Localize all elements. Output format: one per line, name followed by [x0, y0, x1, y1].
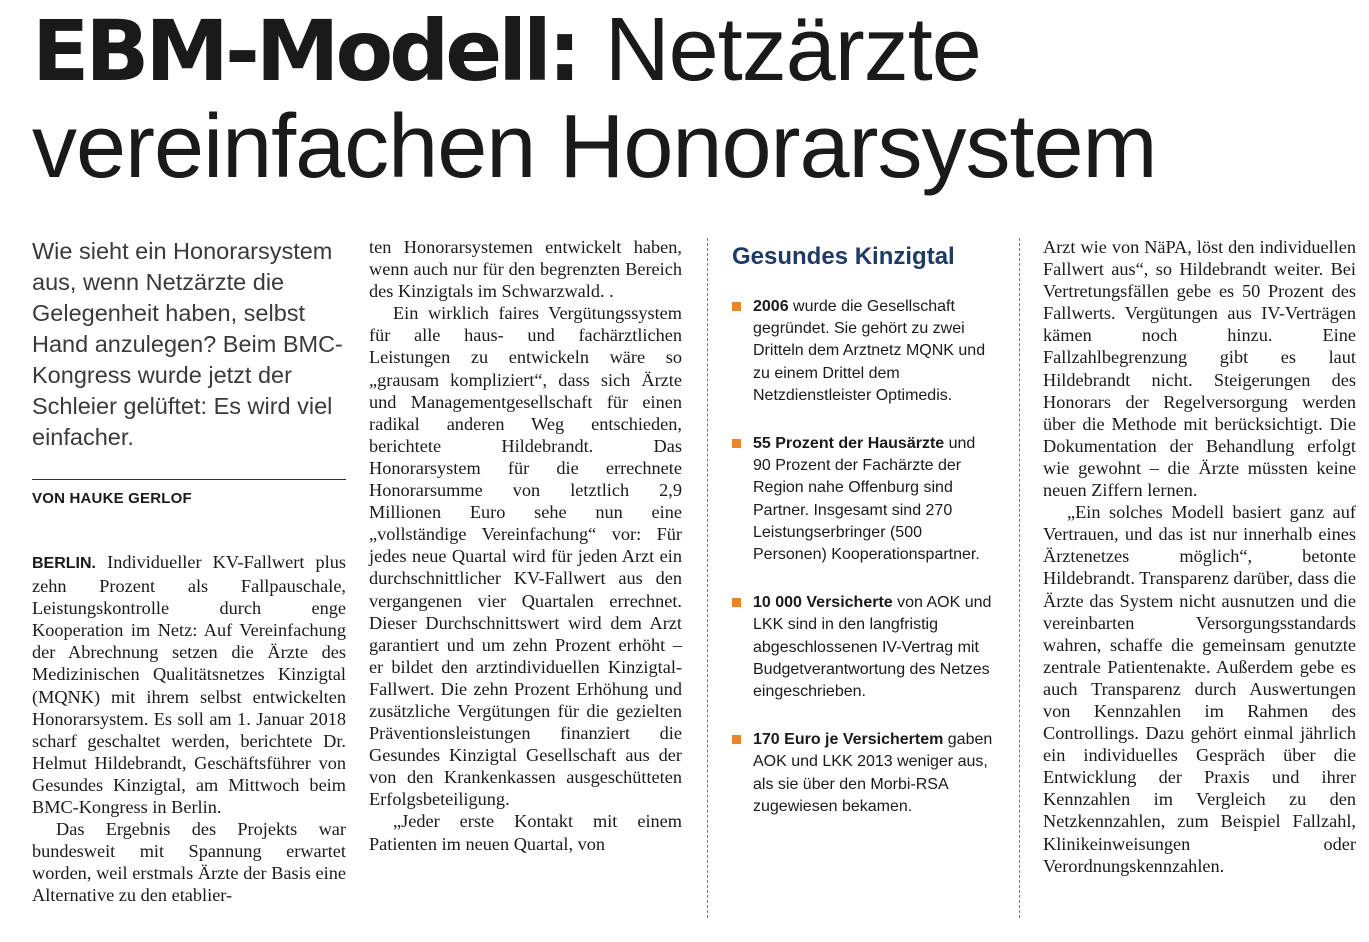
body-paragraph: ten Honorarsystemen entwickelt haben, wenn auch nur für den begrenzten Bereich des Kinzigtals im Schwarzwald. .: [369, 237, 682, 302]
column-4: [1043, 236, 1356, 877]
column-divider: [707, 238, 708, 918]
headline: [32, 2, 1352, 196]
fact-item: [732, 592, 994, 703]
article-body-part-1: [32, 551, 346, 907]
fact-item: [732, 729, 994, 818]
body-paragraph: Das Ergebnis des Projekts war bundesweit mit Spannung erwartet worden, weil erstmals Ärzte der Basis eine Alternative zu den etablier-: [32, 819, 346, 906]
dateline: BERLIN.: [32, 555, 96, 572]
square-bullet-icon: [732, 735, 741, 744]
square-bullet-icon: [732, 598, 741, 607]
fact-text: von AOK und LKK sind in den langfristig abgeschlossenen IV-Vertrag mit Budgetverantwortung des Netzes eingeschrieben.: [753, 594, 992, 701]
body-paragraph: Ein wirklich faires Vergütungssystem für alle haus- und fachärztlichen Leistungen zu entwickeln wäre so „grausam kompliziert“, dass sich Ärzte und Managementgesellschaft für einen radikal anderen Weg entschieden, berichtete Hildebrandt. Das Honorarsystem für die errechnete Honorarsumme von letztlich 2,9 Millionen Euro sehe nun eine „vollständige Vereinfachung“ vor: Für jedes neue Quartal wird für jeden Arzt ein durchschnittlicher KV-Fallwert aus den vergangenen vier Quartalen errechnet. Dieser Durchschnittswert wird dem Arzt garantiert und um zehn Prozent erhöht – er bildet den arztindividuellen Kinzigtal-Fallwert. Die zehn Prozent Erhöhung und zusätzliche Vergütungen für die gezielten Präventionsleistungen finanziert die Gesundes Kinzigtal Gesellschaft aus der von den Krankenkassen ausgeschütteten Erfolgsbeteiligung.: [369, 303, 682, 810]
fact-item: [732, 296, 994, 407]
byline-divider: [32, 479, 346, 480]
fact-text: gaben AOK und LKK 2013 weniger aus, als sie über den Morbi-RSA zugewiesen bekamen.: [753, 731, 993, 815]
square-bullet-icon: [732, 302, 741, 311]
fact-highlight: 2006: [753, 298, 789, 315]
headline-kicker: EBM-Modell:: [32, 2, 578, 100]
column-2: [369, 236, 682, 855]
body-paragraph: Arzt wie von NäPA, löst den individuellen Fallwert aus“, so Hildebrandt weiter. Bei Vertretungsfällen gebe es 50 Prozent des Fallwerts. Vergütungen aus IV-Verträgen kämen noch hinzu. Eine Fallzahlbegrenzung gibt es laut Hildebrandt nicht. Steigerungen des Honorars der Regelversorgung werden über die Methode mit berücksichtigt. Die Dokumentation der Behandlung erfolgt wie gewohnt – die Ärzte müssten keine neuen Ziffern lernen.: [1043, 237, 1356, 501]
body-paragraph: [32, 551, 346, 818]
lead-paragraph: Wie sieht ein Honorarsystem aus, wenn Netzärzte die Gelegenheit haben, selbst Hand anzulegen? Beim BMC-Kongress wurde jetzt der Schleier gelüftet: Es wird viel einfacher.: [32, 238, 343, 450]
square-bullet-icon: [732, 439, 741, 448]
info-box: [732, 236, 994, 844]
headline-rest: Netzärzte vereinfachen Honorarsystem: [32, 0, 1157, 197]
body-paragraph: „Jeder erste Kontakt mit einem Patienten im neuen Quartal, von: [369, 811, 682, 854]
fact-item: [732, 433, 994, 566]
fact-highlight: 170 Euro je Versichertem: [753, 731, 944, 749]
body-text: Individueller KV-Fallwert plus zehn Prozent als Fallpauschale, Leistungskontrolle durch enge Kooperation im Netz: Auf Vereinfachung der Abrechnung setzen die Ärzte des Medizinischen Qualitätsnetzes Kinzigtal (MQNK) mit ihrem selbst entwickelten Honorarsystem. Es soll am 1. Januar 2018 scharf geschaltet werden, berichtete Dr. Helmut Hildebrandt, Geschäftsführer von Gesundes Kinzigtal, am Mittwoch beim BMC-Kongress in Berlin.: [32, 552, 346, 818]
body-paragraph: „Ein solches Modell basiert ganz auf Vertrauen, und das ist nur innerhalb eines Ärztenetzes möglich“, betonte Hildebrandt. Transparenz darüber, dass die Ärzte das System nicht ausnutzen und die vereinbarten Versorgungsstandards wahren, schaffe die gemeinsam genutzte zentrale Patientenakte. Außerdem gebe es auch Transparenz durch Auswertungen von Kennzahlen im Rahmen des Controllings. Dazu gehört einmal jährlich ein individuelles Gespräch über die Entwicklung der Praxis und ihrer Kennzahlen im Vergleich zu den Netzkennzahlen, zum Beispiel Fallzahl, Klinikeinweisungen oder Verordnungskennzahlen.: [1043, 502, 1357, 876]
column-divider: [1019, 238, 1020, 918]
fact-highlight: 10 000 Versicherte: [753, 594, 893, 612]
fact-text: wurde die Gesellschaft gegründet. Sie gehört zu zwei Dritteln dem Arztnetz MQNK und zu einem Drittel dem Netzdienstleister Optimedis.: [753, 298, 986, 404]
fact-text: und 90 Prozent der Fachärzte der Region nahe Offenburg sind Partner. Insgesamt sind 270 Leistungserbringer (500 Personen) Kooperationspartner.: [753, 435, 980, 564]
column-1: [32, 236, 346, 907]
byline: VON HAUKE GERLOF: [32, 490, 192, 507]
info-box-title: Gesundes Kinzigtal: [732, 243, 955, 270]
fact-list: [732, 296, 994, 818]
fact-highlight: 55 Prozent der Hausärzte: [753, 435, 945, 453]
